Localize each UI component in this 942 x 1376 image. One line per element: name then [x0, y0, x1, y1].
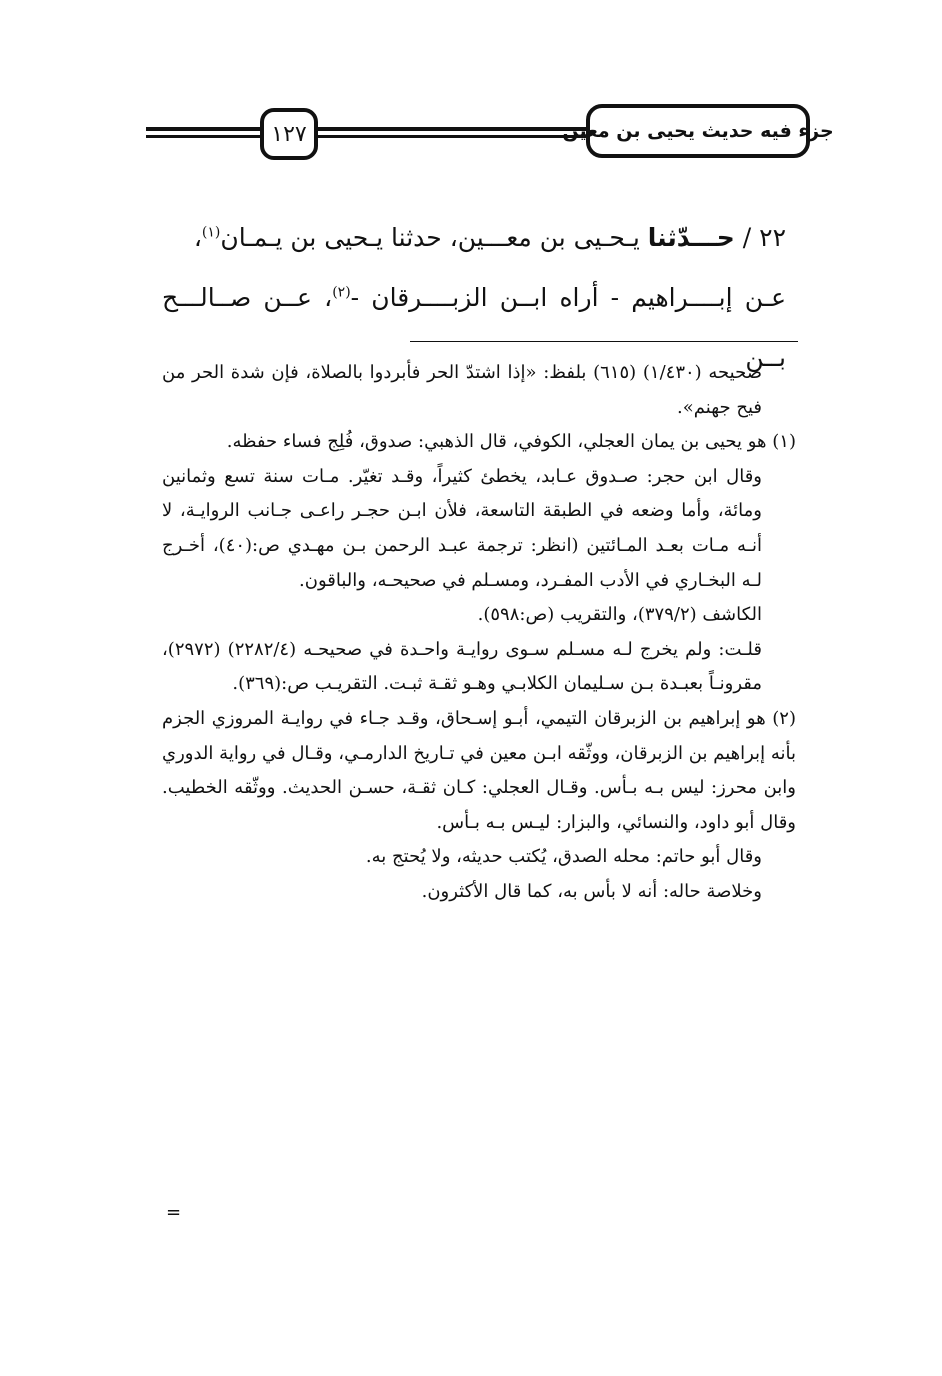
footnote-1-intro: (١) هو يحيى بن يمان العجلي، الكوفي، قال الذهبي: صدوق، فُلِج فساء حفظه. [226, 431, 796, 453]
hadith-line-2-end: ، عــن صــالـــح بــن [162, 283, 786, 372]
footnote-separator [410, 341, 798, 342]
footnotes [162, 356, 796, 910]
book-title: جزء فيه حديث يحيى بن معين [562, 120, 834, 142]
footnote-1-remark: قلـت: ولم يخرج لـه مسـلم سـوى روايـة واحـدة في صحيحـه (٢٢٨٢/٤) (٢٩٧٢)، مقرونـاً بعبـدة بـن سـليمان الكلابـي وهـو ثقـة ثبـت. التقريـب ص:(٣٦٩). [162, 638, 762, 695]
footnote-1-ibn-hajar: وقال ابن حجر: صـدوق عـابد، يخطئ كثيراً، وقـد تغيّر. مـات سنة تسع وثمانين ومائة، وأما وضعه في الطبقة التاسعة، فلأن ابـن حجـر راعـى جـانب الروايـة، لا أنـه مـات بعـد المـائتين (انظر: ترجمة عبـد الرحمن بـن مهـدي ص:(٤٠)، أخـرج لـه البخـاري في الأدب المفـرد، ومسـلم في صحيحـه، والباقون. [162, 465, 762, 591]
footnote-2-summary: وخلاصة حاله: أنه لا بأس به، كما قال الأكثرون. [421, 880, 762, 902]
footnote-continuation: صحيحه (١/٤٣٠) (٦١٥) بلفظ: «إذا اشتدّ الحر فأبردوا بالصلاة، فإن شدة الحر من فيح جهنم». [162, 362, 762, 418]
footnote-marker-2: (٢) [332, 284, 351, 301]
continuation-mark: = [166, 1202, 182, 1223]
hadith-line-1-text: يـحـيى بن معـــين، حدثنا يـحيى بن يـمـان [220, 223, 640, 252]
header-rule-upper [146, 127, 590, 131]
hadith-line-1-end: ، [193, 223, 202, 252]
hadith-number: ٢٢ / [742, 223, 786, 252]
hadith-line-2-text: عـن إبــــراهيم - أراه ابــن الزبــــرقان - [350, 283, 786, 312]
footnote-2-intro: (٢) هو إبراهيم بن الزبرقان التيمي، أبـو إسـحاق، وقـد جـاء في روايـة المروزي الجزم بأنه إبراهيم بن الزبرقان، ووثّقه ابـن معين في تـاريخ الدارمـي، وقـال في رواية الدوري وابن محرز: ليس بـه بـأس. وقـال العجلي: كـان ثقـة، حسـن الحديث. ووثّقه الخطيب. وقال أبو داود، والنسائي، والبزار: ليـس بـه بـأس. [162, 707, 796, 833]
page-number-box [260, 108, 318, 160]
hadith-line-1 [162, 208, 786, 268]
footnote-1-sources: الكاشف (٣٧٩/٢)، والتقريب (ص:٥٩٨). [477, 604, 762, 626]
footnote-2-abu-hatim: وقال أبو حاتم: محله الصدق، يُكتب حديثه، ولا يُحتج به. [365, 846, 762, 868]
book-title-box [562, 104, 834, 158]
haddathana-word: حـــدّثنا [647, 223, 735, 252]
header-rule-lower [146, 135, 590, 138]
page-number: ١٢٧ [271, 121, 307, 147]
footnote-marker-1: (١) [201, 224, 221, 241]
